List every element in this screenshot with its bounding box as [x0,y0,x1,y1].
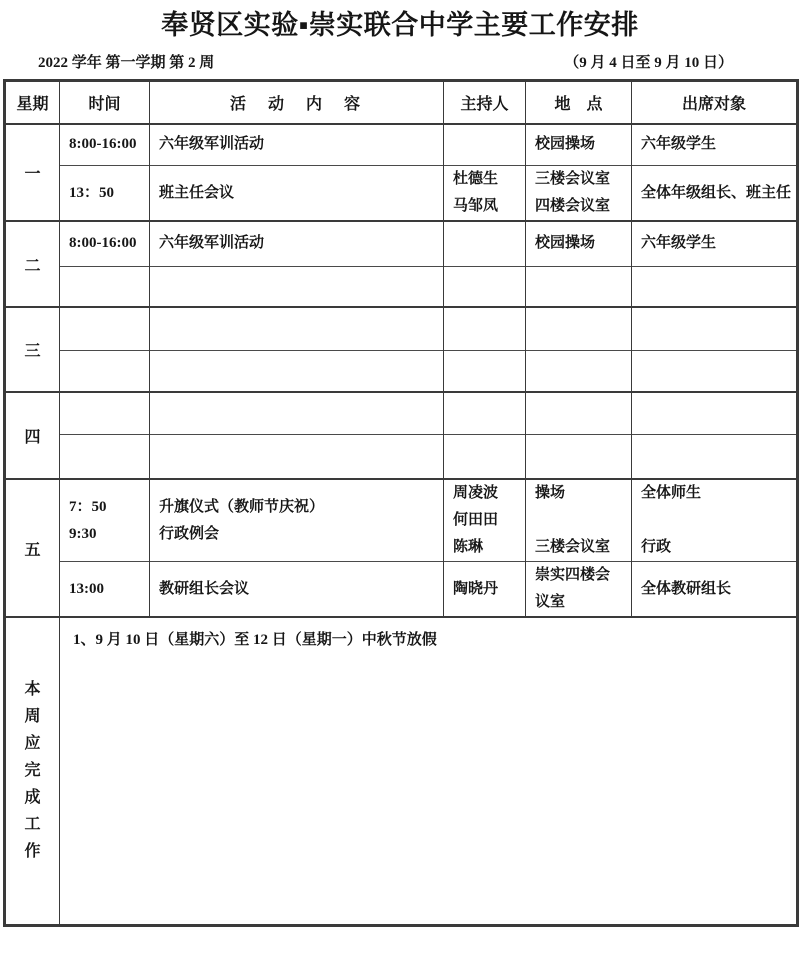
time-cell: 13：50 [60,166,150,222]
activity-cell [150,434,444,479]
attendees-cell [632,350,798,392]
monday-row-2 [5,166,798,222]
time-cell: 7：50 9:30 [60,479,150,562]
attendees-cell: 全体教研组长 [632,562,798,618]
attendees-cell: 全体年级组长、班主任 [632,166,798,222]
activity-cell [150,307,444,350]
header-attendees: 出席对象 [632,81,798,124]
weekly-tasks-label: 本 周 应 完 成 工 作 [5,617,60,925]
activity-cell: 六年级军训活动 [150,221,444,266]
tuesday-row-1 [5,221,798,266]
location-cell [526,307,632,350]
day-label-thursday: 四 [5,392,60,479]
host-cell [444,221,526,266]
location-cell [526,266,632,307]
subheader [38,54,733,72]
weekly-tasks-row [5,617,798,925]
activity-cell [150,392,444,434]
location-cell [526,434,632,479]
header-time: 时间 [60,81,150,124]
host-cell [444,392,526,434]
header-row [5,81,798,124]
location-cell: 三楼会议室 四楼会议室 [526,166,632,222]
host-cell [444,307,526,350]
activity-cell: 班主任会议 [150,166,444,222]
attendees-cell [632,266,798,307]
time-cell [60,392,150,434]
activity-cell: 教研组长会议 [150,562,444,618]
time-cell [60,350,150,392]
location-cell: 校园操场 [526,124,632,166]
header-day: 星期 [5,81,60,124]
time-cell [60,307,150,350]
attendees-cell [632,392,798,434]
location-cell: 崇实四楼会 议室 [526,562,632,618]
page-title: 奉贤区实验▪崇实联合中学主要工作安排 [161,10,639,40]
host-cell: 陶晓丹 [444,562,526,618]
wednesday-row-1 [5,307,798,350]
time-cell [60,266,150,307]
attendees-cell [632,307,798,350]
term-info: 2022 学年 第一学期 第 2 周 [38,55,215,71]
friday-row-1 [5,479,798,562]
monday-row-1 [5,124,798,166]
wednesday-row-2 [5,350,798,392]
host-cell [444,350,526,392]
location-cell: 操场 三楼会议室 [526,479,632,562]
location-cell [526,392,632,434]
thursday-row-2 [5,434,798,479]
weekly-tasks-content: 1、9 月 10 日（星期六）至 12 日（星期一）中秋节放假 [60,617,798,925]
host-cell [444,124,526,166]
time-cell: 8:00-16:00 [60,221,150,266]
activity-cell [150,266,444,307]
day-label-friday: 五 [5,479,60,617]
time-cell: 8:00-16:00 [60,124,150,166]
attendees-cell: 六年级学生 [632,221,798,266]
date-range: （9 月 4 日至 9 月 10 日） [564,55,733,71]
time-cell [60,434,150,479]
header-activity: 活 动 内 容 [150,81,444,124]
day-label-monday: 一 [5,124,60,222]
tuesday-row-2 [5,266,798,307]
day-label-wednesday: 三 [5,307,60,392]
friday-row-2 [5,562,798,618]
host-cell: 周凌波 何田田 陈琳 [444,479,526,562]
activity-cell: 升旗仪式（教师节庆祝） 行政例会 [150,479,444,562]
attendees-cell: 六年级学生 [632,124,798,166]
document-page [0,7,800,959]
host-cell: 杜德生 马邹凤 [444,166,526,222]
day-label-tuesday: 二 [5,221,60,307]
activity-cell [150,350,444,392]
attendees-cell [632,434,798,479]
header-location: 地 点 [526,81,632,124]
activity-cell: 六年级军训活动 [150,124,444,166]
attendees-cell: 全体师生 行政 [632,479,798,562]
time-cell: 13:00 [60,562,150,618]
host-cell [444,434,526,479]
location-cell: 校园操场 [526,221,632,266]
schedule-table [3,79,799,927]
host-cell [444,266,526,307]
header-host: 主持人 [444,81,526,124]
location-cell [526,350,632,392]
thursday-row-1 [5,392,798,434]
